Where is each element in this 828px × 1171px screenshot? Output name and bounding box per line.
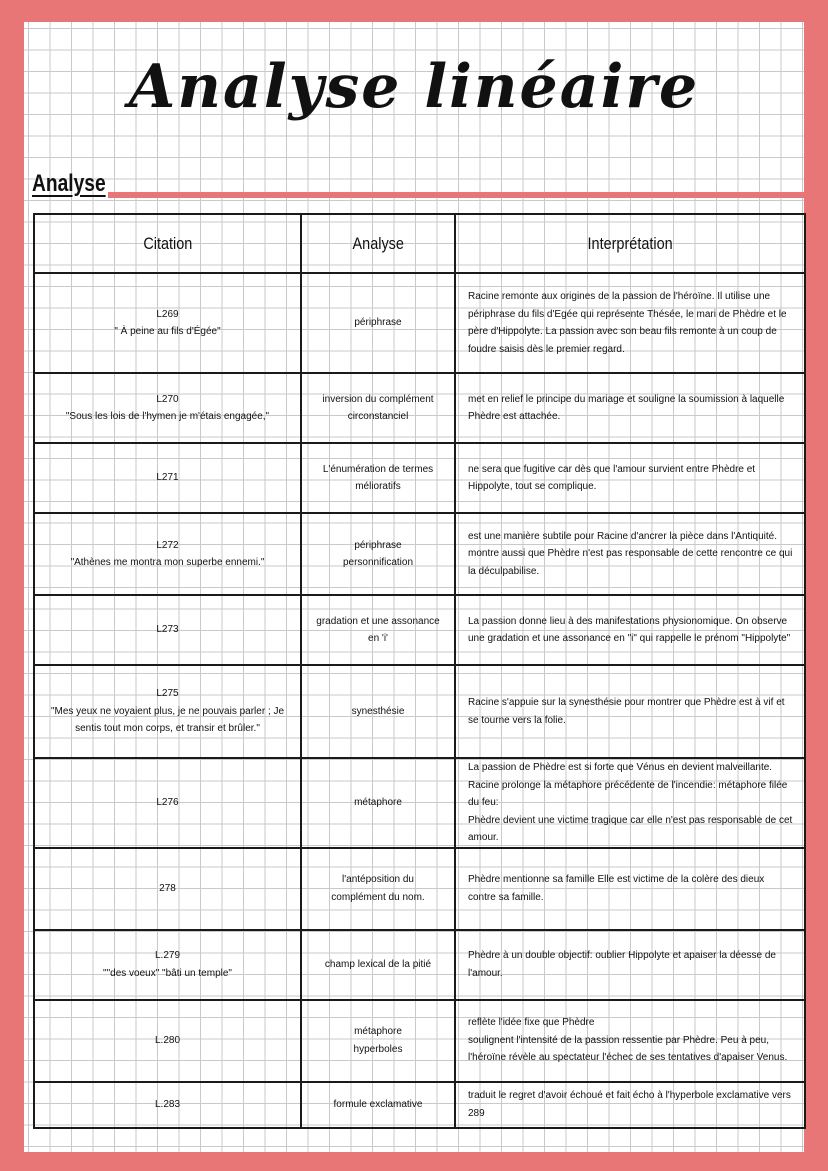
analyse-term: champ lexical de la pitié xyxy=(324,958,432,970)
interpretation-text: est une manière subtile pour Racine d'ancrer la pièce dans l'Antiquité. xyxy=(468,530,777,542)
analyse-term: personnification xyxy=(342,557,414,568)
analyse-term: hyperboles xyxy=(353,1043,403,1055)
analyse-term: synesthésie xyxy=(351,705,405,717)
table-row xyxy=(34,513,805,595)
citation-quote: "Athènes me montra mon superbe ennemi." xyxy=(70,557,265,568)
table-row xyxy=(34,930,805,1000)
citation-cell xyxy=(34,930,301,1000)
table-row xyxy=(34,595,805,665)
interpretation-text: Racine remonte aux origines de la passion de l'héroïne. Il utilise une périphrase du fils d'Egée qui représente Thésée, le mari de Phèdre et le père d'Hippolyte. La passion avec son beau fils remonte à un coup de foudre saisis dès le premier regard. xyxy=(468,291,787,355)
analyse-term: en 'i' xyxy=(368,633,388,644)
page-title: Analyse linéaire xyxy=(128,52,700,122)
interpretation-cell xyxy=(455,1082,805,1128)
table-row xyxy=(34,273,805,373)
interpretation-text: La passion donne lieu à des manifestations physionomique. On observe une gradation et une assonance en "i" qui rappelle le prénom "Hippolyte" xyxy=(468,615,791,644)
analyse-term: mélioratifs xyxy=(355,481,401,492)
analyse-cell xyxy=(301,930,455,1000)
line-reference: L272 xyxy=(156,539,179,551)
line-reference: L271 xyxy=(156,472,179,484)
citation-quote: "Mes yeux ne voyaient plus, je ne pouvais parler ; Je sentis tout mon corps, et transir et brûler." xyxy=(50,705,285,735)
interpretation-text: Racine s'appuie sur la synesthésie pour montrer que Phèdre est à vif et se tourne vers la folie. xyxy=(468,697,785,726)
interpretation-cell xyxy=(455,595,805,665)
citation-cell xyxy=(34,373,301,443)
citation-cell xyxy=(34,665,301,758)
citation-cell xyxy=(34,848,301,930)
table-row xyxy=(34,1000,805,1082)
analyse-term: métaphore xyxy=(354,797,402,808)
citation-cell xyxy=(34,513,301,595)
citation-cell xyxy=(34,1000,301,1082)
analyse-cell xyxy=(301,848,455,930)
interpretation-text: traduit le regret d'avoir échoué et fait écho à l'hyperbole exclamative vers 289 xyxy=(468,1090,791,1119)
line-reference: L273 xyxy=(156,624,179,636)
column-header-interpretation: Interprétation xyxy=(455,214,805,273)
citation-cell xyxy=(34,1082,301,1128)
interpretation-cell xyxy=(455,443,805,513)
table-row xyxy=(34,848,805,930)
interpretation-text: met en relief le principe du mariage et souligne la soumission à laquelle Phèdre est attachée. xyxy=(468,393,785,422)
interpretation-cell xyxy=(455,758,805,848)
table-row xyxy=(34,373,805,443)
interpretation-cell xyxy=(455,513,805,595)
line-reference: L.279 xyxy=(154,950,181,961)
analyse-cell xyxy=(301,665,455,758)
analyse-term: complément du nom. xyxy=(331,891,425,903)
table-header-row xyxy=(34,214,805,273)
heading-divider xyxy=(108,192,804,198)
citation-cell xyxy=(34,443,301,513)
analyse-term: l'antéposition du xyxy=(342,874,414,885)
citation-quote: " À peine au fils d'Égée" xyxy=(114,326,221,337)
table-row xyxy=(34,1082,805,1128)
analyse-cell xyxy=(301,758,455,848)
analyse-cell xyxy=(301,373,455,443)
analyse-cell xyxy=(301,513,455,595)
analyse-cell xyxy=(301,273,455,373)
interpretation-text: Phèdre à un double objectif: oublier Hippolyte et apaiser la déesse de l'amour. xyxy=(468,950,776,979)
line-reference: L275 xyxy=(156,688,179,700)
column-header-analyse: Analyse xyxy=(301,214,455,273)
interpretation-cell xyxy=(455,373,805,443)
line-reference: 278 xyxy=(159,882,176,894)
interpretation-text: Phèdre mentionne sa famille Elle est victime de la colère des dieux contre sa famille. xyxy=(468,874,765,903)
interpretation-cell xyxy=(455,665,805,758)
table-row xyxy=(34,443,805,513)
citation-quote: "Sous les lois de l'hymen je m'étais engagée," xyxy=(65,411,270,422)
interpretation-text: soulignent l'intensité de la passion ressentie par Phèdre. Peu à peu, l'héroïne révèle au spectateur l'échec de ses tentatives d'apaiser Venus. xyxy=(468,1034,788,1064)
citation-cell xyxy=(34,595,301,665)
worksheet-page xyxy=(24,22,804,1152)
table-row xyxy=(34,758,805,848)
line-reference: L.283 xyxy=(154,1098,181,1110)
citation-cell xyxy=(34,758,301,848)
citation-cell xyxy=(34,273,301,373)
analyse-term: L'énumération de termes xyxy=(322,463,434,475)
column-header-citation: Citation xyxy=(34,214,301,273)
analyse-term: périphrase xyxy=(354,317,402,329)
interpretation-cell xyxy=(455,1000,805,1082)
analyse-term: métaphore xyxy=(354,1026,402,1037)
table-row xyxy=(34,665,805,758)
interpretation-cell xyxy=(455,273,805,373)
interpretation-text: reflète l'idée fixe que Phèdre xyxy=(468,1017,595,1029)
analyse-term: circonstanciel xyxy=(347,411,409,422)
citation-quote: ""des voeux" "bâti un temple" xyxy=(103,967,232,979)
interpretation-text: Racine prolonge la métaphore précédente de l'incendie: métaphore filée du feu: xyxy=(468,779,788,808)
analyse-term: formule exclamative xyxy=(333,1098,423,1110)
analyse-cell xyxy=(301,595,455,665)
analyse-cell xyxy=(301,1000,455,1082)
analysis-table xyxy=(33,213,806,1129)
line-reference: L276 xyxy=(156,797,179,808)
interpretation-cell xyxy=(455,848,805,930)
line-reference: L270 xyxy=(156,393,179,405)
analyse-cell xyxy=(301,443,455,513)
interpretation-text: ne sera que fugitive car dès que l'amour survient entre Phèdre et Hippolyte, tout se complique. xyxy=(468,463,756,492)
interpretation-text: montre aussi que Phèdre n'est pas responsable de cette rencontre ce qui la déculpabilise. xyxy=(468,548,793,577)
interpretation-text: Phèdre devient une victime tragique car elle n'est pas responsable de cet amour. xyxy=(468,814,793,843)
interpretation-cell xyxy=(455,930,805,1000)
line-reference: L.280 xyxy=(154,1034,181,1046)
interpretation-text: La passion de Phèdre est si forte que Vénus en devient malveillante. xyxy=(468,762,773,773)
analyse-cell xyxy=(301,1082,455,1128)
analyse-term: périphrase xyxy=(354,539,402,551)
section-heading: Analyse xyxy=(32,170,106,197)
analyse-term: gradation et une assonance xyxy=(316,615,440,627)
analyse-term: inversion du complément xyxy=(322,393,434,405)
line-reference: L269 xyxy=(156,308,179,320)
